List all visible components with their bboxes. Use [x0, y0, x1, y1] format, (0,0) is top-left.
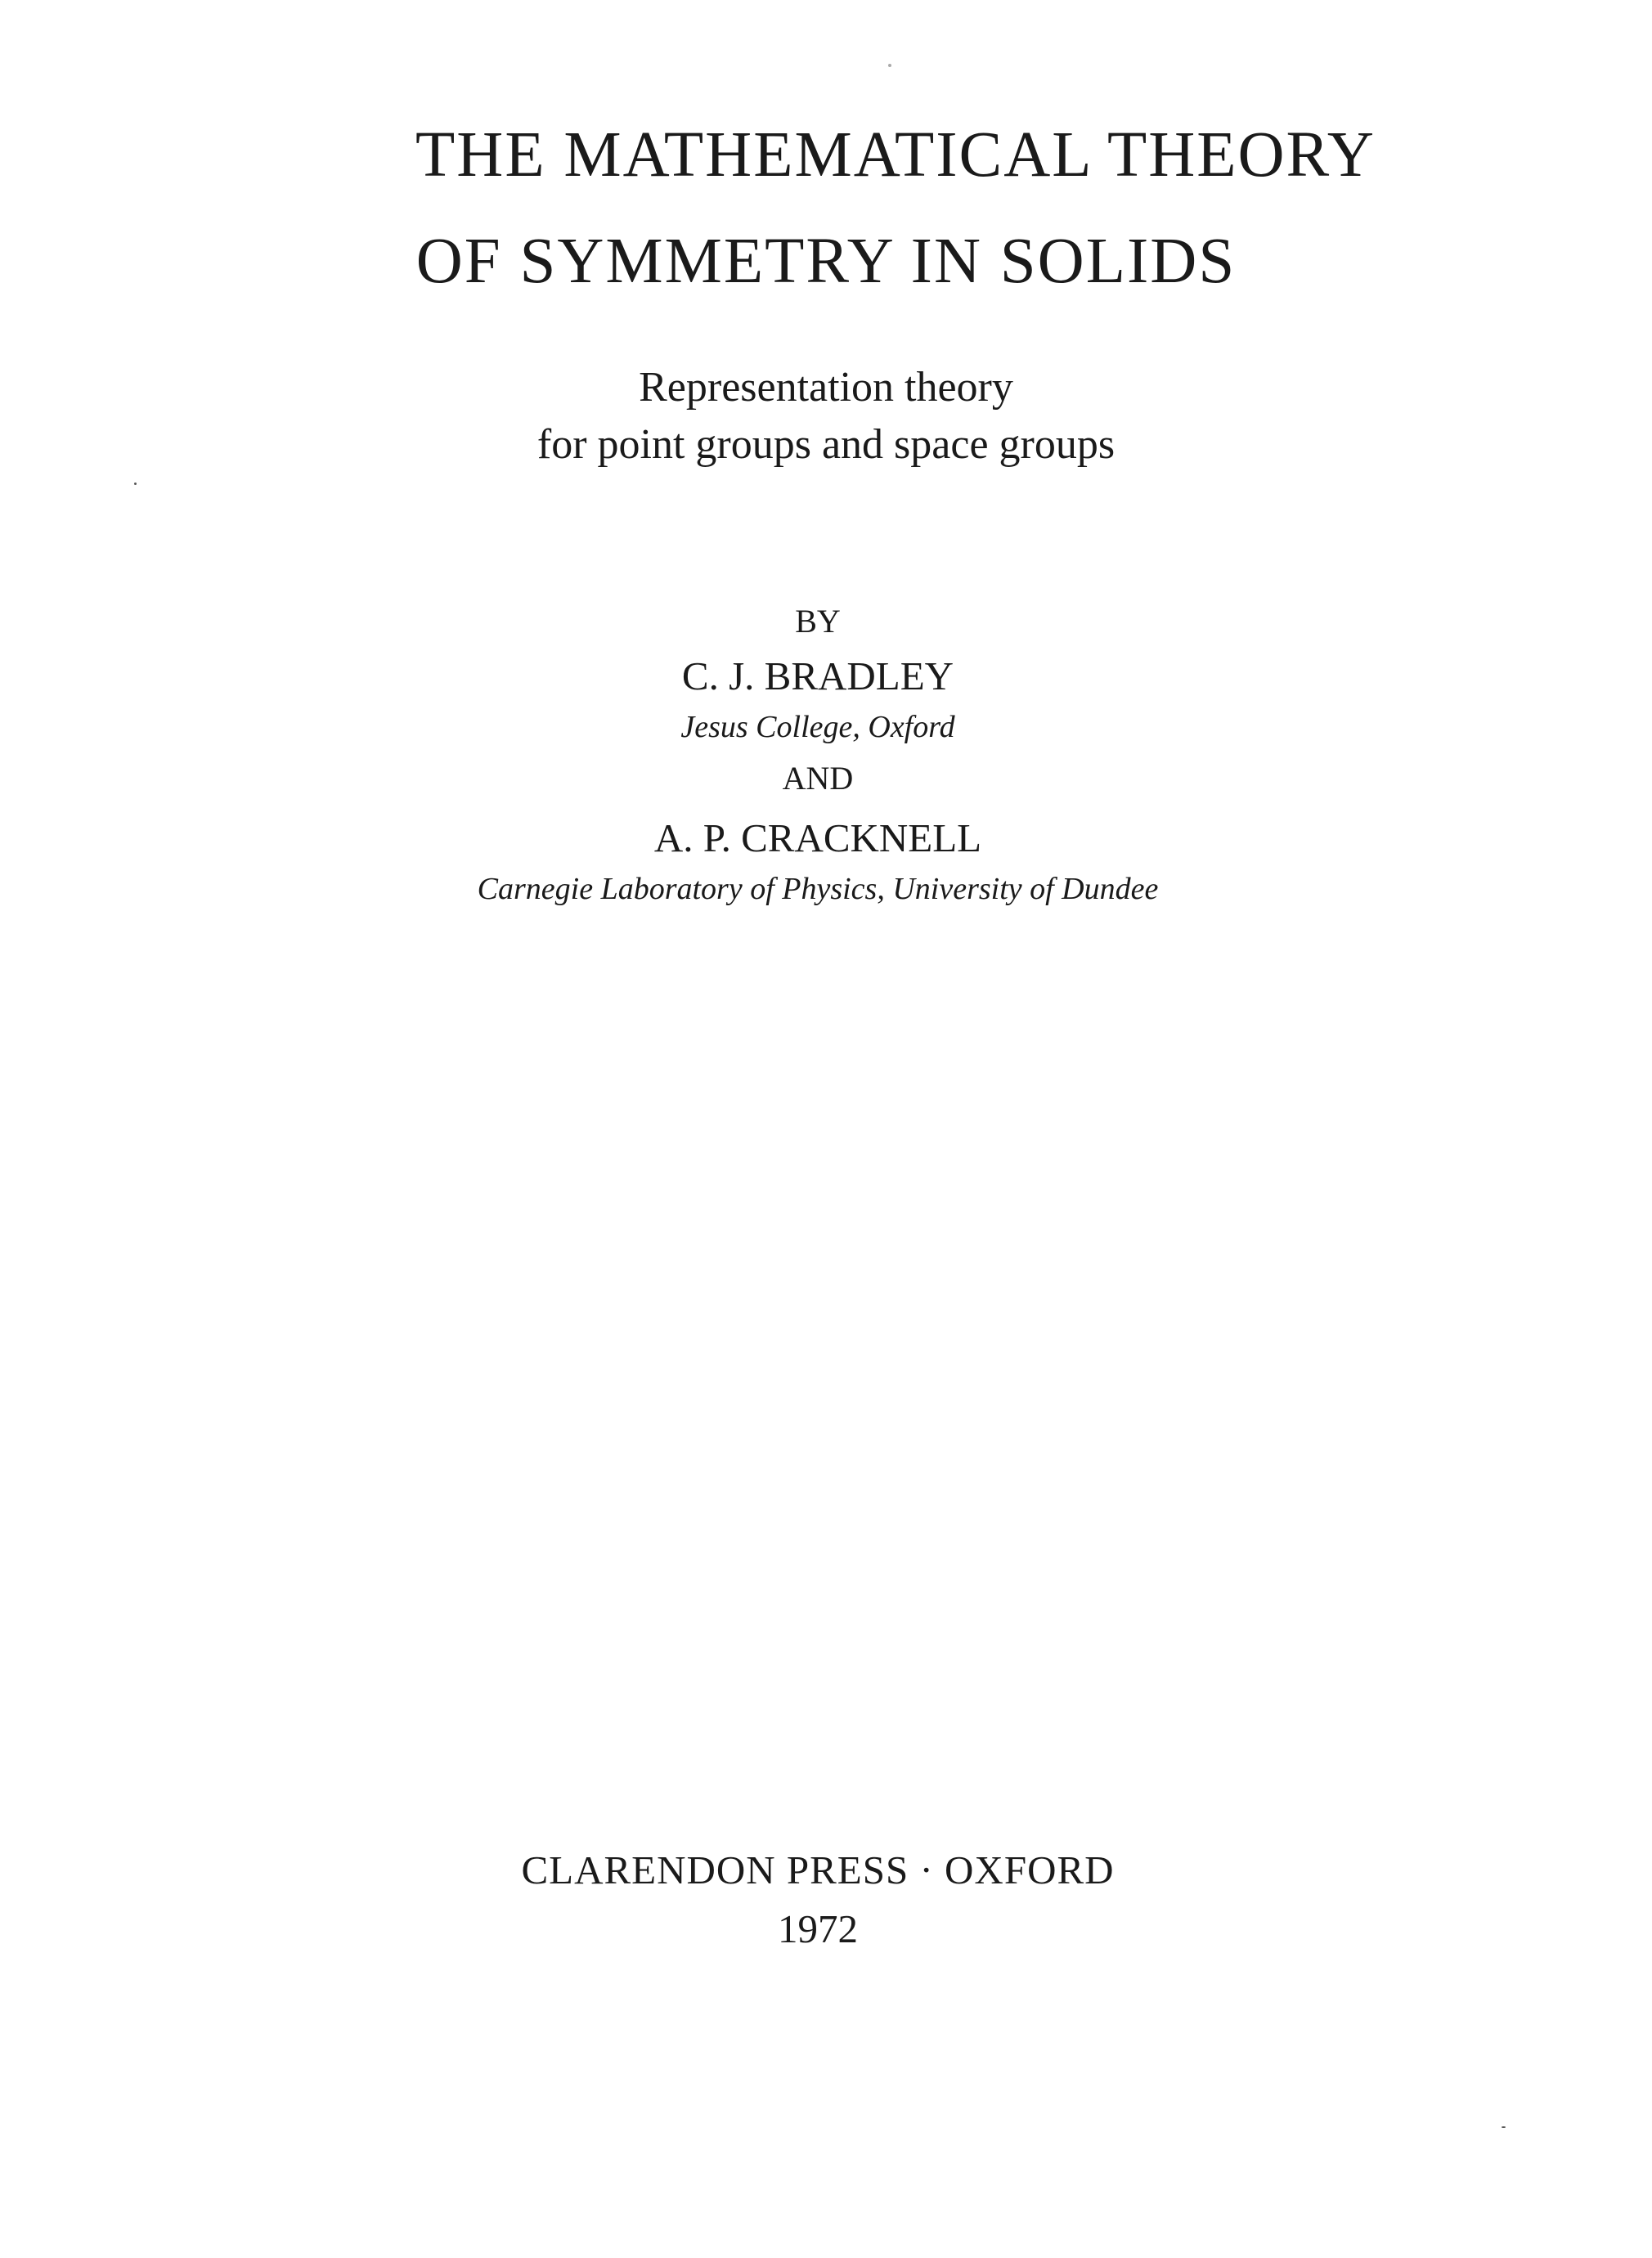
book-title-line-1: THE MATHEMATICAL THEORY — [415, 119, 1376, 191]
publisher-imprint: CLARENDON PRESS · OXFORD — [521, 1847, 1115, 1892]
publication-year: 1972 — [778, 1906, 858, 1951]
author-name-2: A. P. CRACKNELL — [653, 815, 982, 860]
author-affiliation-2: Carnegie Laboratory of Physics, University of Dundee — [477, 872, 1159, 906]
paper-speck — [134, 483, 137, 485]
byline: BY — [795, 603, 841, 640]
book-title-line-2: OF SYMMETRY IN SOLIDS — [415, 226, 1237, 297]
paper-speck — [1502, 2126, 1506, 2128]
author-affiliation-1: Jesus College, Oxford — [680, 710, 955, 744]
author-name-1: C. J. BRADLEY — [681, 653, 954, 698]
author-conjunction: AND — [782, 760, 854, 797]
paper-speck — [888, 64, 891, 67]
book-subtitle-line-1: Representation theory — [639, 364, 1013, 411]
book-subtitle-line-2: for point groups and space groups — [536, 421, 1116, 468]
